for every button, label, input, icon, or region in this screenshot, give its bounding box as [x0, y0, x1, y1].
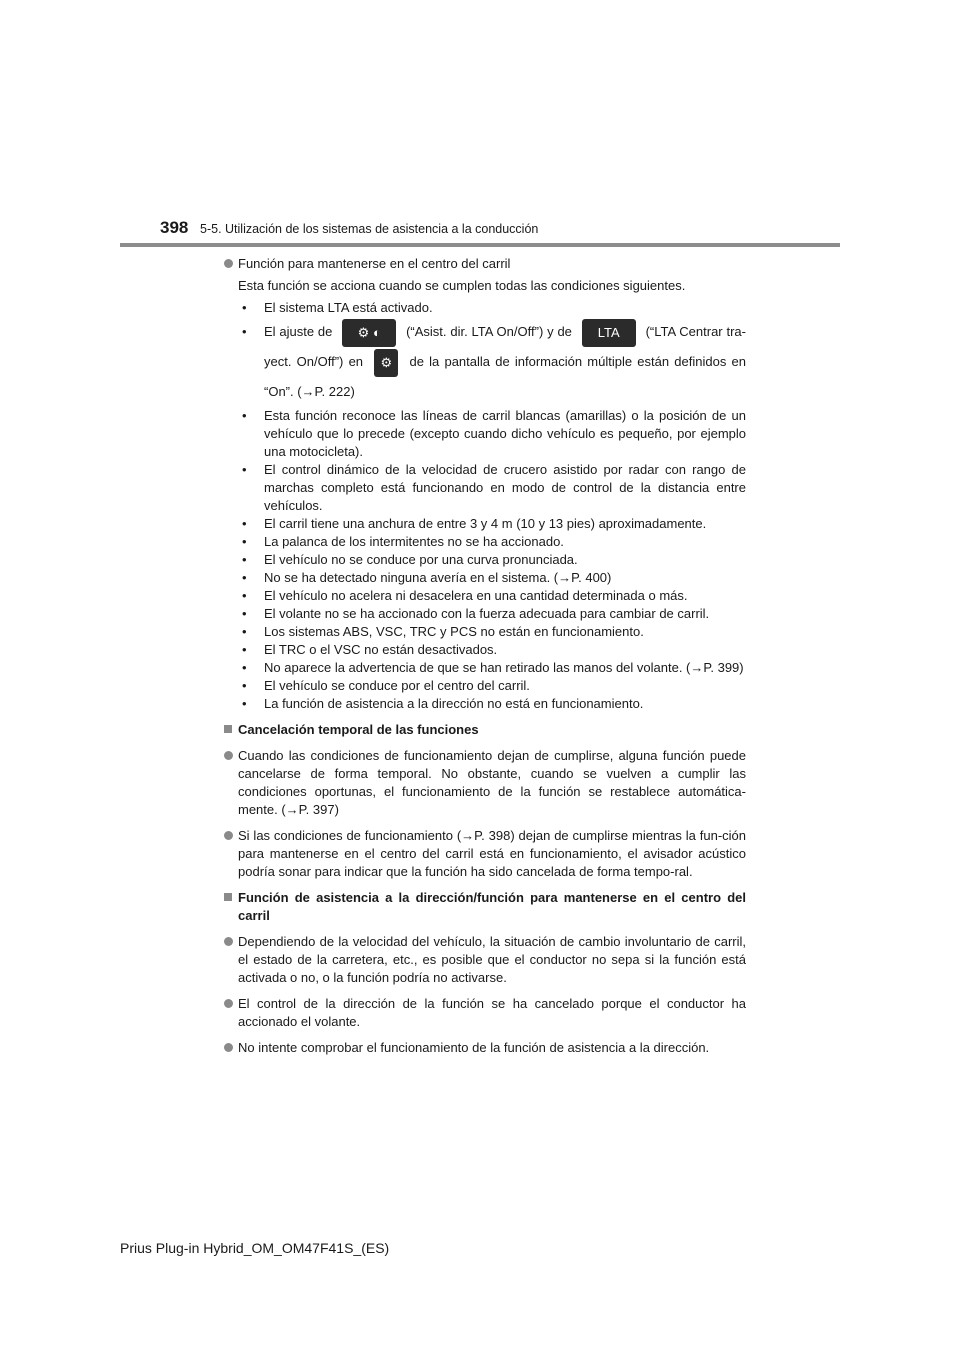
circle-bullet-icon: [224, 937, 233, 946]
circle-bullet-icon: [224, 831, 233, 840]
bullet-item: [224, 255, 746, 713]
condition-item: • El carril tiene una anchura de entre 3 y 4 m (10 y 13 pies) aproximadamente.: [242, 516, 707, 531]
condition-item: • El ajuste de ⚙ ◐ (“Asist. dir. LTA On/Off”) y de LTA (“LTA Centrar tra-yect. On/Off”) en ⚙ de la pantalla de información múltiple están definidos en “On”. (→P. 222): [238, 317, 746, 407]
condition-item: • El vehículo se conduce por el centro del carril.: [242, 678, 530, 693]
circle-bullet-icon: [224, 1043, 233, 1052]
circle-bullet-icon: [224, 259, 233, 268]
bullet-item: Si las condiciones de funcionamiento (→P. 398) dejan de cumplirse mientras la fun-ción para mantenerse en el centro del carril está en funcionamiento, el avisador acústico podría sonar para indicar que la función ha sido cancelada de forma tempo-ral.: [224, 827, 746, 881]
page-number: 398: [160, 218, 189, 237]
gear-icon: ⚙: [374, 349, 398, 377]
page-body: [224, 255, 746, 1065]
section-heading: Cancelación temporal de las funciones: [224, 721, 746, 739]
condition-item: • Los sistemas ABS, VSC, TRC y PCS no están en funcionamiento.: [242, 624, 644, 639]
bullet-item: Dependiendo de la velocidad del vehículo, la situación de cambio involuntario de carril, el estado de la carretera, etc., es posible que el conductor no sepa si la función está activada o no, o la función podría no activarse.: [224, 933, 746, 987]
section-title: 5-5. Utilización de los sistemas de asistencia a la conducción: [200, 222, 539, 236]
circle-bullet-icon: [224, 999, 233, 1008]
condition-item: • El vehículo no acelera ni desacelera en una cantidad determinada o más.: [242, 588, 688, 603]
bullet-heading: Función para mantenerse en el centro del carril: [238, 256, 511, 271]
condition-item: • No se ha detectado ninguna avería en el sistema. (→P. 400): [242, 570, 612, 585]
condition-item: • La palanca de los intermitentes no se ha accionado.: [242, 534, 564, 549]
condition-item: • El vehículo no se conduce por una curva pronunciada.: [242, 552, 578, 567]
bullet-intro: Esta función se acciona cuando se cumplen todas las condiciones siguientes.: [238, 278, 686, 293]
condition-item: • La función de asistencia a la dirección no está en funcionamiento.: [242, 696, 644, 711]
condition-item: • No aparece la advertencia de que se han retirado las manos del volante. (→P. 399): [242, 660, 744, 675]
condition-item: • El sistema LTA está activado.: [242, 300, 433, 315]
bullet-item: Cuando las condiciones de funcionamiento dejan de cumplirse, alguna función puede cancelarse de forma temporal. No obstante, cuando se vuelven a cumplir las condiciones oportunas, el funcionamiento de la función se restablece automática-mente. (→P. 397): [224, 747, 746, 819]
steering-hands-icon: ⚙ ◐: [342, 319, 396, 347]
footer-manual-id: Prius Plug-in Hybrid_OM_OM47F41S_(ES): [120, 1240, 390, 1256]
square-bullet-icon: [224, 725, 232, 733]
condition-item: • El TRC o el VSC no están desactivados.: [242, 642, 498, 657]
condition-item: • El control dinámico de la velocidad de crucero asistido por radar con rango de marchas completo está funcionando en modo de control de la distancia entre vehículos.: [242, 462, 746, 513]
condition-item: • El volante no se ha accionado con la fuerza adecuada para cambiar de carril.: [242, 606, 710, 621]
lta-icon: LTA: [582, 319, 636, 347]
bullet-item: No intente comprobar el funcionamiento de la función de asistencia a la dirección.: [224, 1039, 746, 1057]
header-divider: [120, 243, 840, 247]
square-bullet-icon: [224, 893, 232, 901]
condition-item: • Esta función reconoce las líneas de carril blancas (amarillas) o la posición de un vehículo que lo precede (excepto cuando dicho vehículo es pequeño, por ejemplo una motocicleta).: [242, 408, 746, 459]
section-heading: Función de asistencia a la dirección/función para mantenerse en el centro del carril: [224, 889, 746, 925]
bullet-item: El control de la dirección de la función se ha cancelado porque el conductor ha accionado el volante.: [224, 995, 746, 1031]
circle-bullet-icon: [224, 751, 233, 760]
